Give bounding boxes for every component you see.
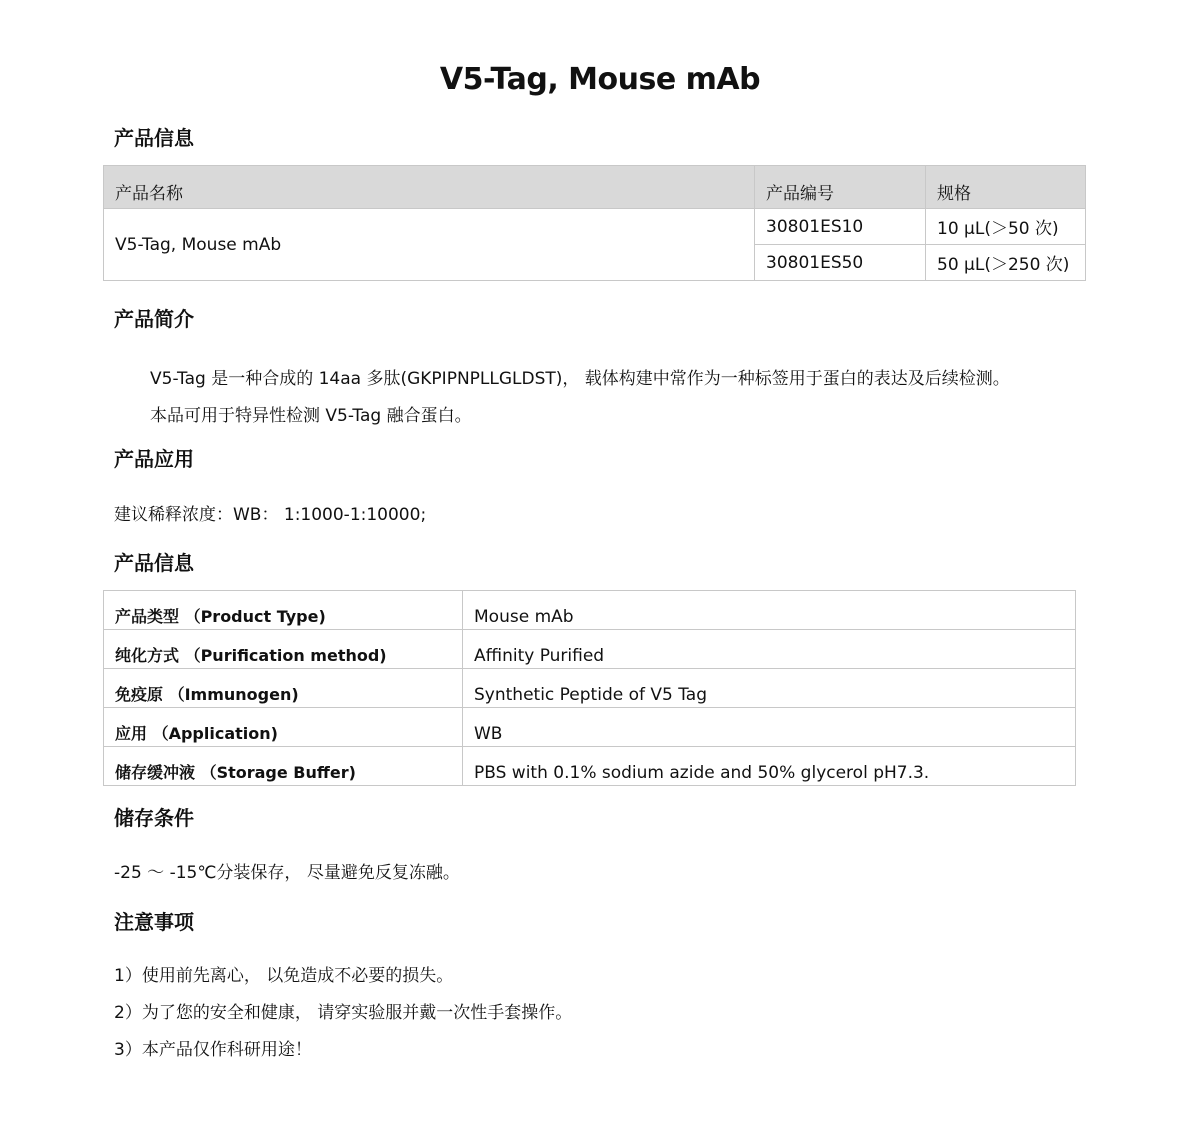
info-value-application: WB — [463, 708, 1076, 747]
intro-paragraph-line-1: V5-Tag 是一种合成的 14aa 多肽(GKPIPNPLLGLDST)， 载体构建中常作为一种标签用于蛋白的表达及后续检测。 — [150, 369, 1010, 389]
column-header-product-code: 产品编号 — [755, 166, 926, 209]
table-row — [104, 209, 1086, 245]
column-header-product-name: 产品名称 — [104, 166, 755, 209]
page-title: V5-Tag, Mouse mAb — [439, 62, 761, 97]
product-code-cell: 30801ES10 — [755, 209, 926, 245]
intro-paragraph-line-2: 本品可用于特异性检测 V5-Tag 融合蛋白。 — [150, 406, 472, 426]
table-row — [104, 747, 1076, 786]
order-table-header-row — [104, 166, 1086, 209]
section-heading-application: 产品应用 — [114, 447, 194, 471]
order-table — [103, 165, 1086, 281]
section-heading-product-info: 产品信息 — [114, 126, 194, 150]
info-table — [103, 590, 1076, 786]
table-row — [104, 630, 1076, 669]
table-row — [104, 708, 1076, 747]
table-row — [104, 591, 1076, 630]
info-value-storage-buffer: PBS with 0.1% sodium azide and 50% glycerol pH7.3. — [463, 747, 1076, 786]
column-header-spec: 规格 — [926, 166, 1086, 209]
info-key-storage-buffer: 储存缓冲液 （Storage Buffer) — [104, 747, 463, 786]
table-row — [104, 669, 1076, 708]
section-heading-product-info-2: 产品信息 — [114, 551, 194, 575]
info-key-purification: 纯化方式 （Purification method) — [104, 630, 463, 669]
storage-text: -25 ～ -15℃分装保存， 尽量避免反复冻融。 — [114, 863, 460, 883]
info-key-product-type: 产品类型 （Product Type) — [104, 591, 463, 630]
note-item-3: 3）本产品仅作科研用途！ — [114, 1040, 312, 1060]
spec-cell: 10 μL(＞50 次) — [926, 209, 1086, 245]
section-heading-storage: 储存条件 — [114, 806, 194, 830]
info-value-immunogen: Synthetic Peptide of V5 Tag — [463, 669, 1076, 708]
note-item-2: 2）为了您的安全和健康， 请穿实验服并戴一次性手套操作。 — [114, 1003, 573, 1023]
info-key-immunogen: 免疫原 （Immunogen) — [104, 669, 463, 708]
section-heading-notes: 注意事项 — [114, 910, 194, 934]
info-key-application: 应用 （Application) — [104, 708, 463, 747]
section-heading-intro: 产品简介 — [114, 307, 194, 331]
product-code-cell: 30801ES50 — [755, 245, 926, 281]
spec-cell: 50 μL(＞250 次) — [926, 245, 1086, 281]
product-name-cell: V5-Tag, Mouse mAb — [104, 209, 755, 281]
application-text: 建议稀释浓度：WB： 1:1000-1:10000; — [114, 505, 427, 525]
note-item-1: 1）使用前先离心， 以免造成不必要的损失。 — [114, 966, 454, 986]
info-value-purification: Affinity Purified — [463, 630, 1076, 669]
info-value-product-type: Mouse mAb — [463, 591, 1076, 630]
